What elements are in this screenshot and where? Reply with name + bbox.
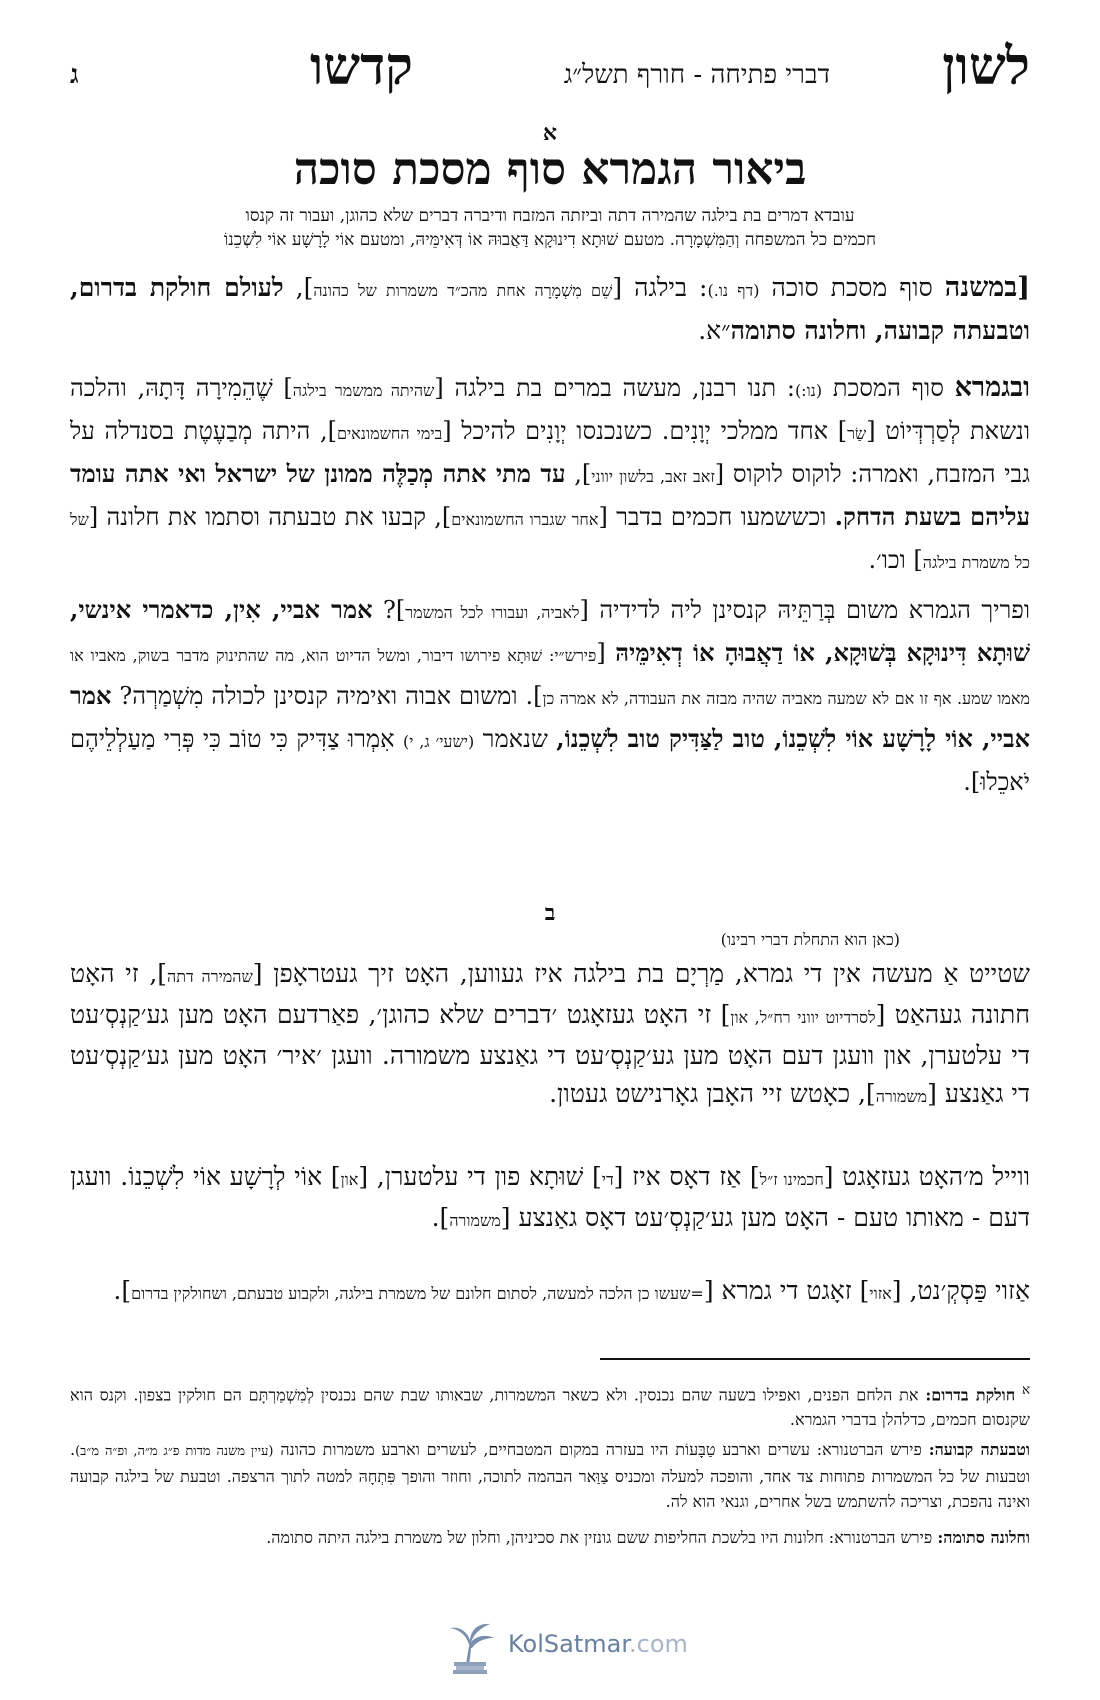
gemara-text: ] שֶׁהֵמִירָה דָּתָהּ, והלכה ונשאת לְסַרְדְּיוֹט [ xyxy=(70,374,1031,445)
yiddish-note: חכמינו ז״ל xyxy=(759,1170,824,1189)
section-marker-b: ב xyxy=(544,900,556,926)
yiddish-text: ] זי האָט געזאָגט ׳דברים שלא כהוגן׳, פאַרדעם האָט מען גע׳קַנְסְ׳עט די עלטערן, און וועגן דעם האָט מען גע׳קַנְסְ׳עט די גאַנצע משמורה. וועגן ׳איר׳ האָט מען גע׳קַנְסְ׳עט די גאַנצע [ xyxy=(70,1000,1030,1108)
footnote-text: פירש הברטנורא: עשרים וארבע טַבָּעוֹת היו בעזרה במקום המטבחיים, לעשרים וארבע משמרות כהונה xyxy=(273,1440,929,1459)
gemara-text: ] אחד ממלכי יְוָנִים. כשנכנסו יְוָנִים להיכל [ xyxy=(442,417,848,445)
yiddish-note: משמורה xyxy=(449,1211,501,1230)
yiddish-text: ]. xyxy=(431,1203,450,1232)
gemara-bold: עד מתי אתה מְכַלֶּה ממונן של ישראל ואי אתה עומד עליהם בשעת הדחק. xyxy=(70,459,1031,531)
palm-tree-books-icon xyxy=(440,1618,500,1676)
intro-note: (כאן הוא התחלת דברי רבינו) xyxy=(720,930,900,949)
gemara-text: : תנו רבנן, מעשה במרים בת בילגה [ xyxy=(434,374,795,402)
pereich-ref: (ישעי׳ ג, י) xyxy=(402,732,475,751)
gemara-text: וכששמעו חכמים בדבר [ xyxy=(598,503,835,531)
gemara-text: ], קבעו את טבעתה וסתמו את חלונה [ xyxy=(88,503,452,531)
yiddish-text: ] אוֹי לְרָשָׁע אוֹי לִשְׁכֵנוֹ. וועגן דעם - מאותו טעם - האָט מען גע׳קַנְסְ׳עט דאָס גאַנצע [ xyxy=(70,1162,1030,1232)
pereich-text: [ xyxy=(596,639,616,667)
pereich-note: לאביה, ועבורו לכל המשמר xyxy=(405,603,580,622)
pereich-bold: אמר אביי, אִין, כדאמרי אינשי, שׁוּתָא דִּינוּקָא בְּשׁוּקָא, אוֹ דַאֲבוּהָ אוֹ דְאִימֵּיהּ xyxy=(70,595,1031,667)
yiddish-paragraph-1 xyxy=(70,955,1030,1116)
yiddish-note: משמורה xyxy=(875,1087,928,1106)
mishna-ref: (דף נו.) xyxy=(707,281,760,300)
yiddish-text: אַזוי פַּסְקְ׳נט, [ xyxy=(891,1276,1030,1305)
mishna-text: : בילגה [ xyxy=(612,273,708,302)
gemara-text: ], היתה מְבַעֶטֶת בסנדלה על גבי המזבח, ואמרה: לוקוס לוקוס [ xyxy=(70,417,1030,488)
footnote-term: וטבעתה קבועה: xyxy=(928,1440,1031,1459)
yiddish-note: די xyxy=(601,1170,614,1189)
footnote-term: חולקת בדרום: xyxy=(925,1385,1016,1405)
logo-wordmark xyxy=(508,1630,688,1658)
gemara-ref: (נו:) xyxy=(794,381,823,400)
footnote-ref: (עיין משנה מדות פ״ג מ״ה, ופ״ה מ״ב) xyxy=(75,1444,274,1459)
mishna-note: שֵׁם מִשְׁמָרָה אחת מהכ״ד משמרות של כהונה xyxy=(313,281,613,300)
gemara-note: של כל משמרת בילגה xyxy=(70,510,1030,572)
section-subtitle xyxy=(150,204,950,252)
gemara-text: ] וכו׳. xyxy=(868,546,923,574)
header-title-left: קדשו xyxy=(310,36,413,97)
page-number: ג xyxy=(70,60,79,90)
pereich-text: ופריך הגמרא משום בְּרַתֵּיהּ קנסינן ליה לדידיה [ xyxy=(579,596,1031,624)
pereich-text: ]. ומשום אבוה ואימיה קנסינן לכולה מִשְׁמַרְה? xyxy=(111,682,543,710)
subtitle-line-2: חכמים כל המשפחה וְהַמִּשְׁמָרָה. מטעם שׁוּתָא דִינוּקָא דַּאֲבוּהּ אוֹ דְּאִימֵּיהּ, ומטעם אוֹי לָרָשָׁע אוֹי לִשְׁכֵנוֹ xyxy=(223,230,877,250)
footnote-mark: א xyxy=(1022,1383,1030,1398)
footnote-divider xyxy=(600,1358,1030,1360)
gemara-note: שַׂר xyxy=(847,424,867,443)
section-marker-a: א xyxy=(542,120,558,146)
gemara-note: זאב זאב, בלשון יווני xyxy=(591,467,715,486)
running-header xyxy=(70,36,1030,116)
gemara-paragraph xyxy=(70,368,1030,583)
yiddish-text: שטייט אַ מעשה אין די גמרא, מַרְיָם בת בילגה איז געווען, האָט זיך געטראָפן [ xyxy=(252,959,1030,988)
yiddish-text: ] אַז דאָס איז [ xyxy=(613,1162,760,1191)
section-title: ביאור הגמרא סוף מסכת סוכה xyxy=(293,144,807,195)
yiddish-note: און xyxy=(340,1170,359,1189)
yiddish-text: ] זאָגט די גמרא [ xyxy=(703,1276,870,1305)
header-subtitle: דברי פתיחה - חורף תשל״ג xyxy=(563,60,830,90)
logo-domain: .com xyxy=(629,1630,688,1658)
pereich-text: אִמְרוּ צַדִּיק כִּי טוֹב כִּי פְּרִי מַעַלְלֵיהֶם יֹאכֵלוּ]. xyxy=(70,725,1030,796)
mishna-text: ״א. xyxy=(698,316,731,345)
pereich-bold: אמר אביי, אוֹי לָרָשָׁע אוֹי לִשְׁכֵנוֹ, טוב לַצַּדִּיק טוב לִשְׁכֵנוֹ, xyxy=(70,681,1030,753)
footnote-text: . וטבעות של כל המשמרות פתוחות צד אחד, והופכה למעלה ומכניס צַוַּאר הבהמה לתוכה, וחוזר והופך פִּתְחָהּ למטה לתוך הרצפה. וטבעת של בילגה קבועה ואינה נהפכת, וצריכה להשתמש בשל אחרים, וגנאי הוא לה. xyxy=(70,1440,1030,1511)
footnote-3 xyxy=(70,1525,1030,1550)
footnote-text: פירש הברטנורא: חלונות היו בלשכת החליפות ששם גונזין את סכיניהן, וחלון של משמרת בילגה היתה סתומה. xyxy=(266,1528,938,1547)
subtitle-line-1: עובדא דמרים בת בילגה שהמירה דתה וביזתה המזבח ודיברה דברים שלא כהוגן, ועבור זה קנסו xyxy=(245,206,855,226)
gemara-note: אחר שגברו החשמונאים xyxy=(451,510,599,529)
header-title-right: לשון xyxy=(942,36,1030,97)
gemara-text: סוף המסכת xyxy=(822,374,955,402)
gemara-lead: ובגמרא xyxy=(954,372,1031,403)
yiddish-paragraph-3 xyxy=(70,1272,1030,1313)
gemara-note: בימי החשמונאים xyxy=(337,424,443,443)
mishna-text: ], xyxy=(283,273,314,302)
footnote-1 xyxy=(70,1378,1030,1432)
yiddish-text: ], זי האָט חתונה געהאַט [ xyxy=(70,959,1030,1029)
yiddish-paragraph-2 xyxy=(70,1158,1030,1240)
yiddish-note: =שעשו כן הלכה למעשה, לסתום חלונם של משמרת בילגה, ולקבוע טבעתם, ושחולקין בדרום xyxy=(131,1284,704,1303)
yiddish-text: ] שׁוּתָא פון די עלטערן, [ xyxy=(358,1162,602,1191)
footnote-term: וחלונה סתומה: xyxy=(937,1528,1030,1547)
kolsatmar-logo xyxy=(440,1618,700,1678)
yiddish-text: ], כאָטש זיי האָבן גאָרנישט געטון. xyxy=(549,1079,876,1108)
yiddish-text: ווייל מ׳האָט געזאָגט [ xyxy=(823,1162,1031,1191)
yiddish-note: שהמירה דתה xyxy=(167,967,253,986)
pereich-text: שנאמר xyxy=(474,725,557,753)
mishna-bold: לעולם חולקת בדרום, וטבעתה קבועה, וחלונה סתומה xyxy=(70,273,1030,345)
footnote-2 xyxy=(70,1437,1030,1514)
gemara-text: ], xyxy=(565,460,592,488)
mishna-text: סוף מסכת סוכה xyxy=(759,273,945,302)
footnote-text: את הלחם הפנים, ואפילו בשעה שהם נכנסין. ולא כשאר המשמרות, שבאותו שבת שהם נכנסין לְמִשְׁמַרְתָּם הם חולקין בצפון. וקנס הוא שקנסום חכמים, כדלהלן בדברי הגמרא. xyxy=(70,1385,1030,1430)
pereich-note: פירש״י: שׁוּתָא פירושו דיבור, ומשל הדיוט הוא, מה שהתינוק מדבר בשוק, מאביו או מאמו שמע. אף זו אם לא שמעה מאביה שהיה מבזה את העבודה, לא אמרה כן xyxy=(70,646,1031,708)
yiddish-text: ]. xyxy=(113,1276,132,1305)
mishna-paragraph xyxy=(70,268,1030,351)
mishna-lead: [במשנה xyxy=(944,272,1031,303)
yiddish-note: לסרדיוט יווני רח״ל, און xyxy=(730,1008,876,1027)
gemara-note: שהיתה ממשמר בילגה xyxy=(292,381,435,400)
pereich-paragraph xyxy=(70,590,1030,802)
logo-brand: KolSatmar xyxy=(508,1630,629,1658)
yiddish-note: אזוי xyxy=(869,1284,892,1303)
pereich-text: ]? xyxy=(372,596,406,624)
